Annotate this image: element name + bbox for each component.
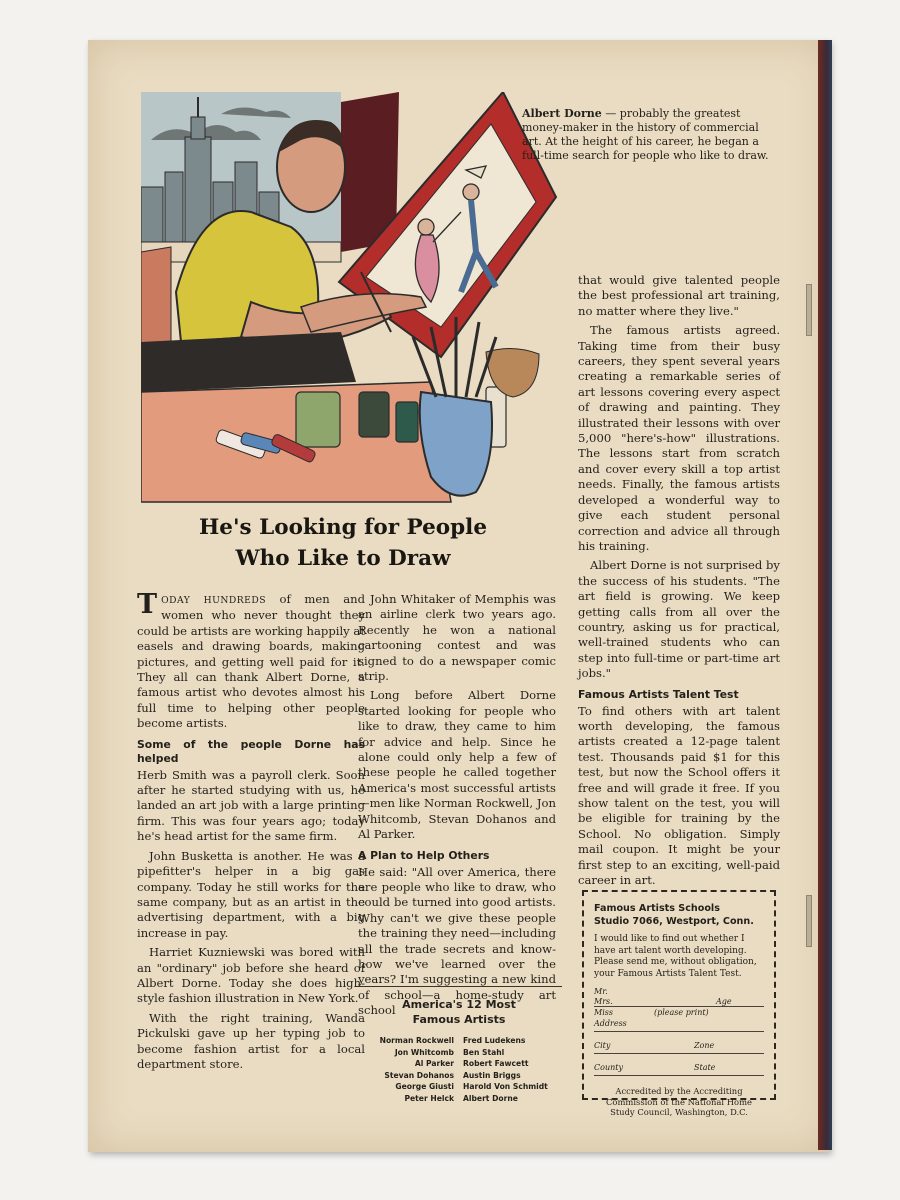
coupon-body: I would like to find out whether I have art talent worth developing. Please send me, without obligation, your Famous Artists Talent Test. <box>594 934 757 979</box>
paragraph: John Whitaker of Memphis was an airline clerk two years ago. Recently he won a national cartooning contest and was signed to do a newspaper comic strip. <box>358 592 556 684</box>
artist-name: Ben Stahl <box>463 1047 505 1057</box>
intro-text: of men and women who never thought they could be artists are working happily at easels and drawing boards, making pictures, and getting well paid for it. They all can thank Albert Dorne, a famous artist who devotes almost his full time to helping other people become artists. <box>137 592 366 731</box>
illustration-caption <box>522 107 772 163</box>
headline <box>120 512 566 574</box>
accreditation-note: Accredited by the Accrediting Commission of the National Home Study Council, Washington, D.C. <box>606 1086 752 1117</box>
famous-artists-box <box>356 986 562 1105</box>
subhead-talent-test: Famous Artists Talent Test <box>578 687 739 701</box>
intro-smallcaps: ODAY HUNDREDS <box>161 595 267 606</box>
artists-list <box>356 1035 562 1105</box>
paragraph: Long before Albert Dorne started looking for people who like to draw, they came to him for advice and help. Since he alone could only help a few of these people he called together America's most successful artists —men like Norman Rockwell, Jon Whitcomb, Stevan Dohanos and Al Parker. <box>358 688 556 842</box>
coupon-address-field[interactable] <box>594 1018 764 1032</box>
mr-label: Mr. <box>594 987 608 996</box>
paragraph: To find others with art talent worth developing, the famous artists created a 12-page talent test. Thousands paid $1 for this test, but now the School offers it free and will grade it free. If you show talent on the test, you will be eligible for training by the School. No obligation. Simply mail coupon. It might be your first step to an exciting, well-paid career in art. <box>578 703 780 888</box>
artist-illustration <box>141 92 561 512</box>
paragraph: With the right training, Wanda Pickulski gave up her typing job to become fashion artist for a local department store. <box>137 1010 365 1071</box>
mail-coupon[interactable] <box>582 890 776 1117</box>
spine-edge <box>818 40 832 1150</box>
artists-left-column <box>356 1035 459 1105</box>
mrs-label: Mrs. <box>594 997 613 1006</box>
subhead-helped: Some of the people Dorne has helped <box>137 737 365 765</box>
coupon-studio: Studio 7066, Westport, Conn. <box>594 916 754 927</box>
miss-label: Miss <box>594 1008 613 1017</box>
address-label: Address <box>594 1019 627 1028</box>
coupon-county-field[interactable] <box>594 1062 764 1076</box>
artist-name: Harold Von Schmidt <box>463 1082 548 1092</box>
paragraph: Albert Dorne is not surprised by the success of his students. "The art field is growing. We keep getting calls from all over the country, asking us for practical, well-trained students who can step into full-time or part-time art jobs." <box>578 558 780 681</box>
intro-paragraph <box>137 589 366 732</box>
artist-name: Al Parker <box>414 1059 454 1069</box>
caption-name: Albert Dorne <box>522 107 602 120</box>
artists-right-column <box>459 1035 562 1105</box>
coupon-city-field[interactable] <box>594 1040 764 1054</box>
article-column-3 <box>578 273 780 892</box>
paragraph: Herb Smith was a payroll clerk. Soon after he started studying with us, he landed an art job with a large printing firm. This was four years ago; today he's head artist for the same firm. <box>137 767 365 844</box>
artist-name: Peter Helck <box>404 1093 454 1103</box>
coupon-mr-field[interactable] <box>594 986 764 996</box>
article-column-2 <box>358 592 556 1023</box>
county-label: County <box>594 1063 623 1072</box>
caption-text: — probably the greatest money-maker in the history of commercial art. At the height of his career, he began a full-time search for people who like to draw. <box>522 107 769 162</box>
paragraph: Harriet Kuzniewski was bored with an "ordinary" job before she heard of Albert Dorne. Today she does high-style fashion illustration in New York. <box>137 945 365 1006</box>
headline-line-2: Who Like to Draw <box>235 546 451 571</box>
age-label: Age <box>716 997 732 1006</box>
zone-label: Zone <box>694 1041 715 1050</box>
artists-title-1: America's 12 Most <box>402 998 516 1011</box>
headline-line-1: He's Looking for People <box>198 515 488 540</box>
coupon-school: Famous Artists Schools <box>594 903 720 914</box>
paragraph: He said: "All over America, there are people who like to draw, who could be turned into good artists. Why can't we give these people the training they need—including all the trade secrets and know-how we've learned over the years? I'm suggesting a new kind of school—a home-study art school <box>358 864 556 1018</box>
artist-name: Jon Whitcomb <box>394 1047 454 1057</box>
staple-top <box>806 284 812 336</box>
please-print-note: (please print) <box>654 1008 709 1017</box>
coupon-miss-field[interactable] <box>594 1007 764 1018</box>
paragraph: John Busketta is another. He was a pipefitter's helper in a big gas company. Today he still works for the same company, but as an artist in the advertising department, with a big increase in pay. <box>137 848 365 940</box>
staple-bottom <box>806 895 812 947</box>
paragraph: that would give talented people the best professional art training, no matter where they live." <box>578 273 780 318</box>
artist-name: Norman Rockwell <box>379 1036 454 1045</box>
article-column-1 <box>137 589 366 1076</box>
state-label: State <box>694 1063 716 1072</box>
artist-name: George Giusti <box>395 1082 454 1092</box>
desk-shadow <box>141 332 356 392</box>
paragraph: The famous artists agreed. Taking time from their busy careers, they spent several years creating a remarkable series of art lessons covering every aspect of drawing and painting. They illustrated their lessons with over 5,000 "here's-how" illustrations. The lessons start from scratch and cover every skill a top artist needs. Finally, the famous artists developed a wonderful way to give each student personal correction and advice all through his training. <box>578 323 780 553</box>
city-label: City <box>594 1041 611 1050</box>
drop-cap: T <box>137 589 158 620</box>
artist-name: Stevan Dohanos <box>384 1070 454 1080</box>
artist-name: Albert Dorne <box>463 1093 518 1103</box>
coupon-mrs-field[interactable] <box>594 996 764 1007</box>
subhead-plan: A Plan to Help Others <box>358 848 490 862</box>
artist-name: Fred Ludekens <box>463 1036 526 1045</box>
artist-name: Austin Briggs <box>463 1070 521 1080</box>
artist-name: Robert Fawcett <box>463 1059 529 1069</box>
artists-title-2: Famous Artists <box>412 1013 506 1026</box>
